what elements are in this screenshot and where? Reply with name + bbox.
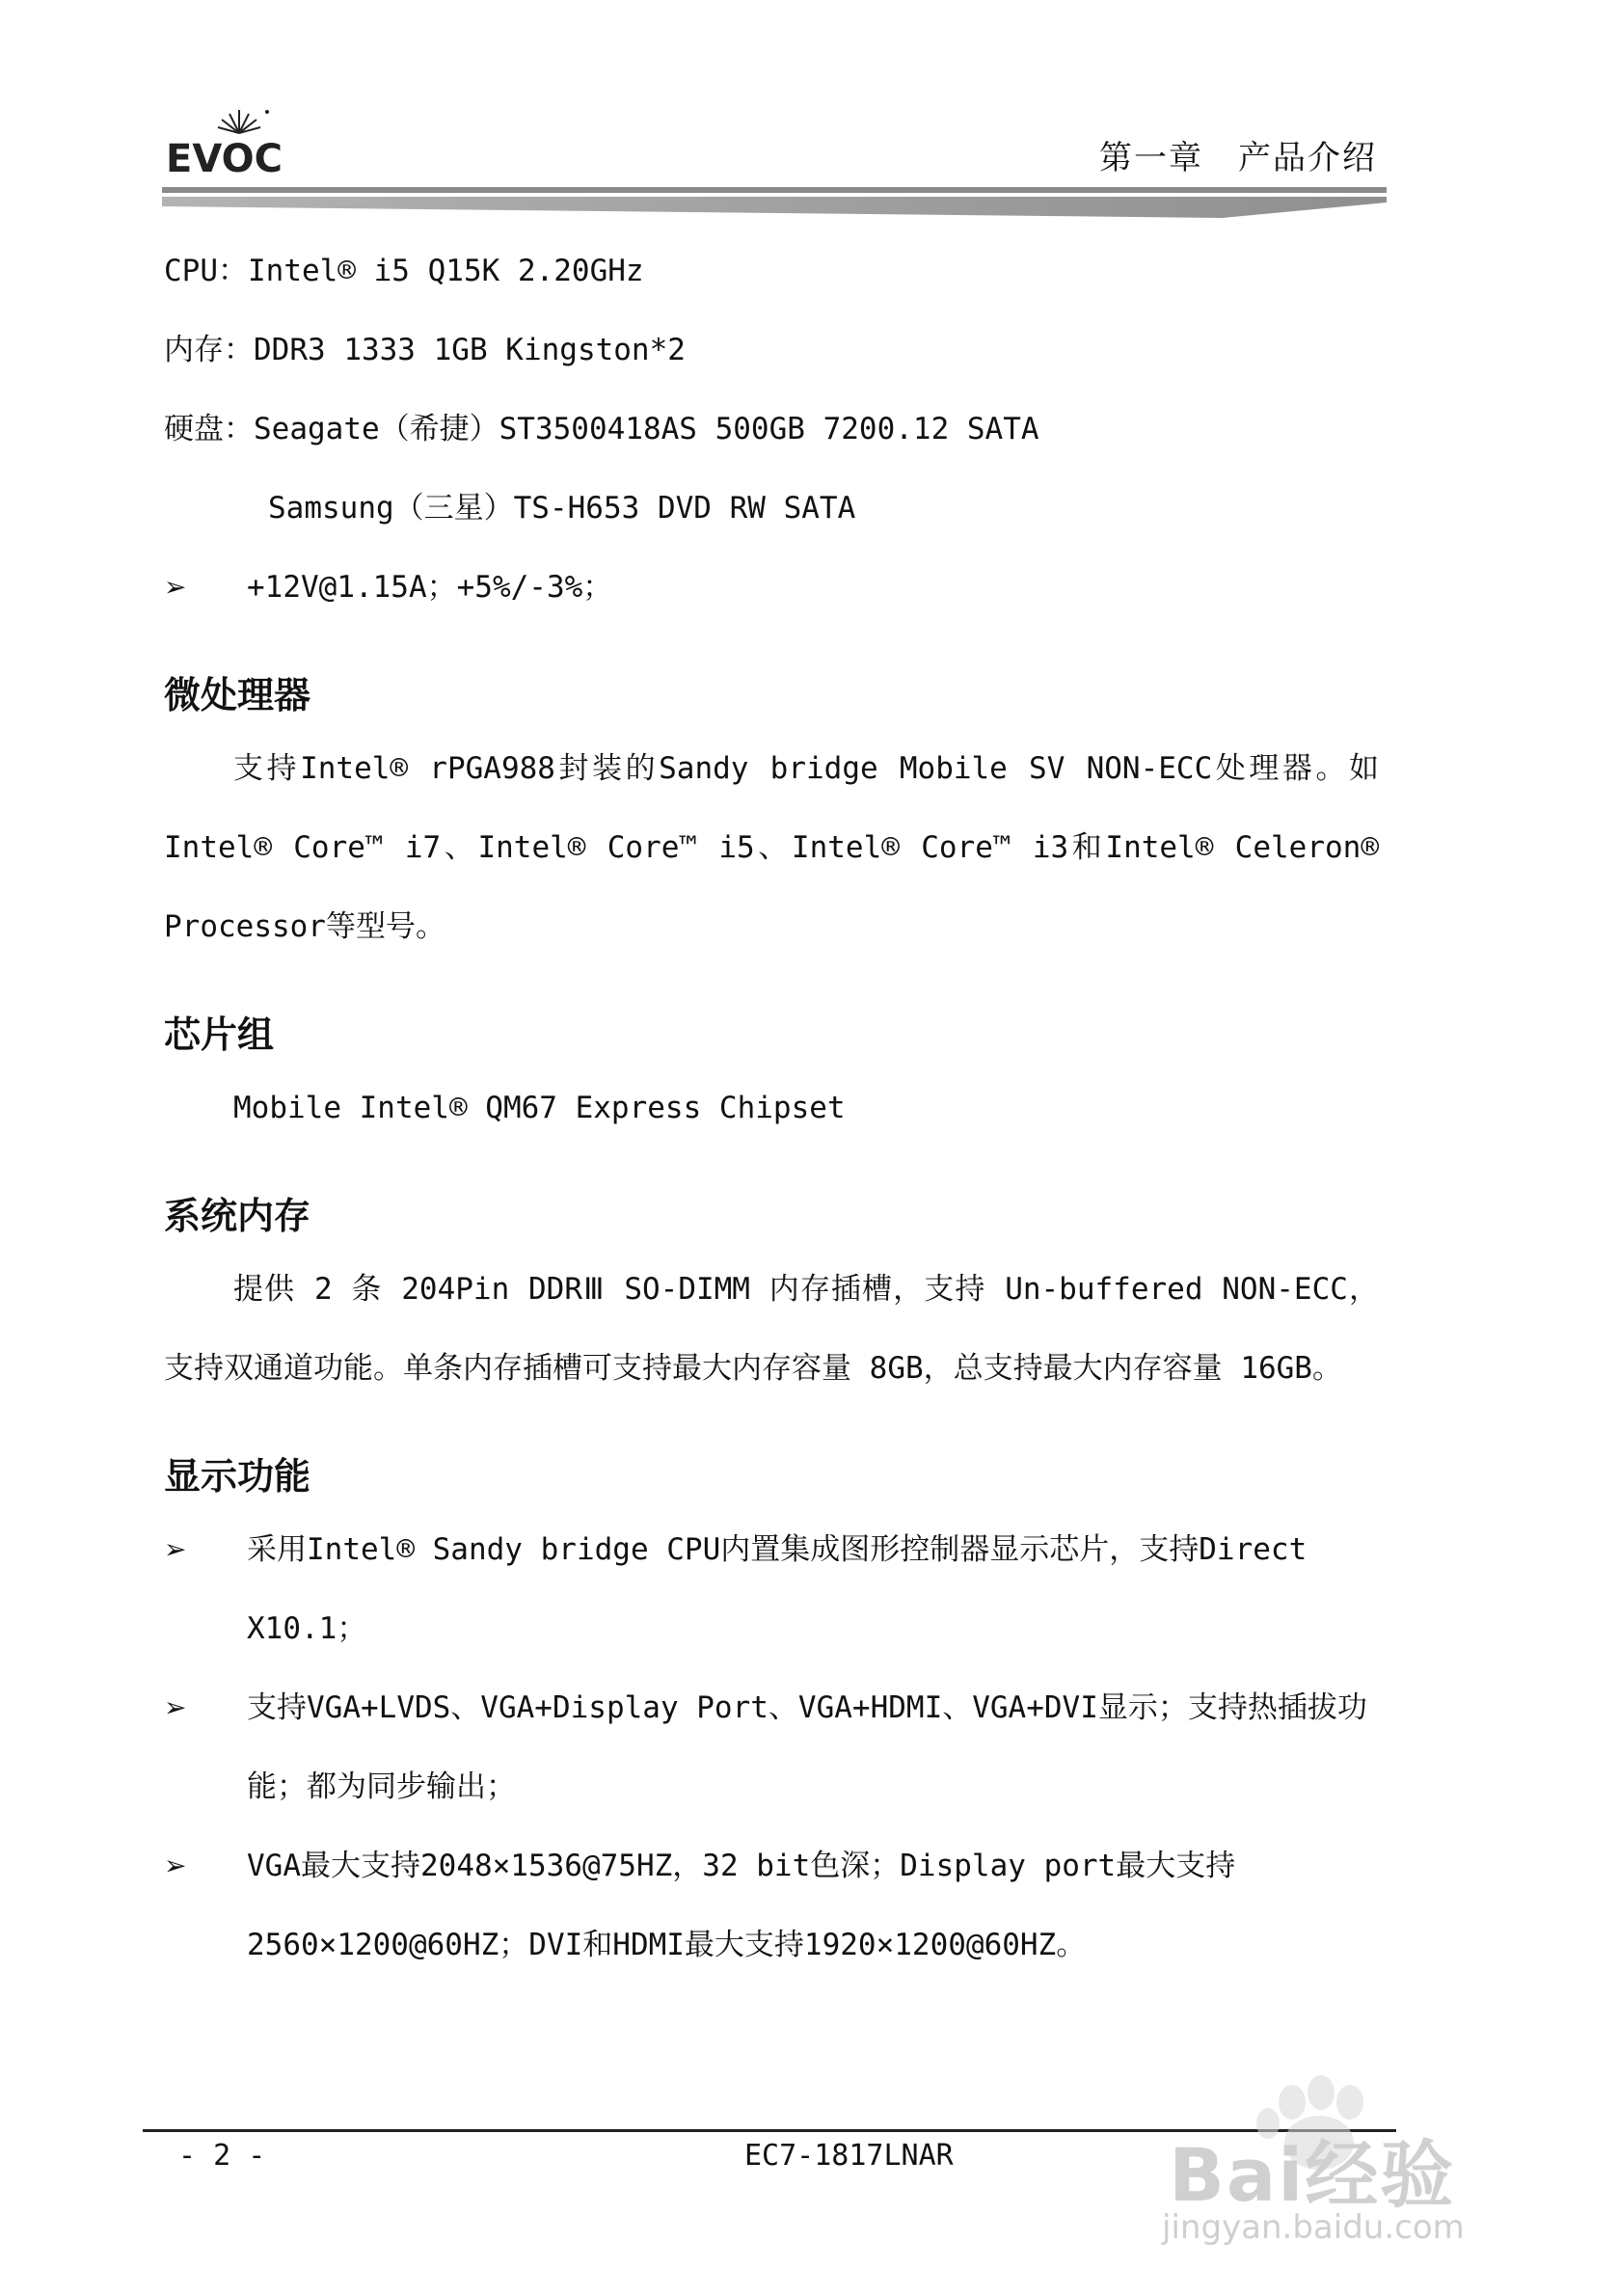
bullet-arrow-icon: ➢	[164, 1691, 187, 1723]
page-content	[164, 231, 1379, 1985]
page-number: - 2 -	[178, 2139, 266, 2173]
bullet-arrow-icon: ➢	[164, 1533, 187, 1565]
cpu-config: CPU：Intel® i5 Q15K 2.20GHz	[164, 254, 644, 288]
chipset-heading: 芯片组	[164, 1013, 275, 1056]
power-bullet: ➢ +12V@1.15A；+5%/-3%；	[164, 548, 1379, 627]
display-bullet: ➢ 采用Intel® Sandy bridge CPU内置集成图形控制器显示芯片，支持Direct X10.1；	[164, 1510, 1379, 1668]
optical-config: Samsung（三星）TS-H653 DVD RW SATA	[268, 491, 856, 526]
display-bullet: ➢ VGA最大支持2048×1536@75HZ，32 bit色深；Display port最大支持2560×1200@60HZ；DVI和HDMI最大支持1920×1200@60HZ。	[164, 1826, 1379, 1985]
evoc-logo	[162, 104, 287, 181]
memory-heading: 系统内存	[164, 1195, 311, 1237]
disk-config: 硬盘：Seagate（希捷）ST3500418AS 500GB 7200.12 SATA	[164, 412, 1039, 446]
display-heading: 显示功能	[164, 1455, 311, 1498]
chipset-text: Mobile Intel® QM67 Express Chipset	[233, 1091, 846, 1125]
bullet-arrow-icon: ➢	[164, 571, 187, 603]
model-number: EC7-1817LNAR	[744, 2139, 954, 2173]
watermark-url: jingyan.baidu.com	[1162, 2208, 1465, 2247]
watermark-brand: Bai经验	[1169, 2132, 1456, 2218]
cpu-paragraph: 支持Intel® rPGA988封装的Sandy bridge Mobile SV NON-ECC处理器。如Intel® Core™ i7、Intel® Core™ i5、Intel® Core™ i3和Intel® Celeron® Processor等型号。	[164, 751, 1379, 944]
svg-text:EVOC: EVOC	[166, 137, 283, 181]
bullet-arrow-icon: ➢	[164, 1850, 187, 1881]
memory-config: 内存：DDR3 1333 1GB Kingston*2	[164, 333, 686, 367]
header-rule	[162, 183, 1387, 228]
memory-paragraph: 提供 2 条 204Pin DDRⅢ SO-DIMM 内存插槽，支持 Un-buffered NON-ECC，支持双通道功能。单条内存插槽可支持最大内存容量 8GB，总支持最大内存容量 16GB。	[164, 1272, 1379, 1386]
cpu-heading: 微处理器	[164, 674, 311, 716]
chapter-title: 第一章 产品介绍	[1099, 139, 1377, 177]
display-bullet: ➢ 支持VGA+LVDS、VGA+Display Port、VGA+HDMI、VGA+DVI显示；支持热插拔功能；都为同步输出；	[164, 1668, 1379, 1826]
